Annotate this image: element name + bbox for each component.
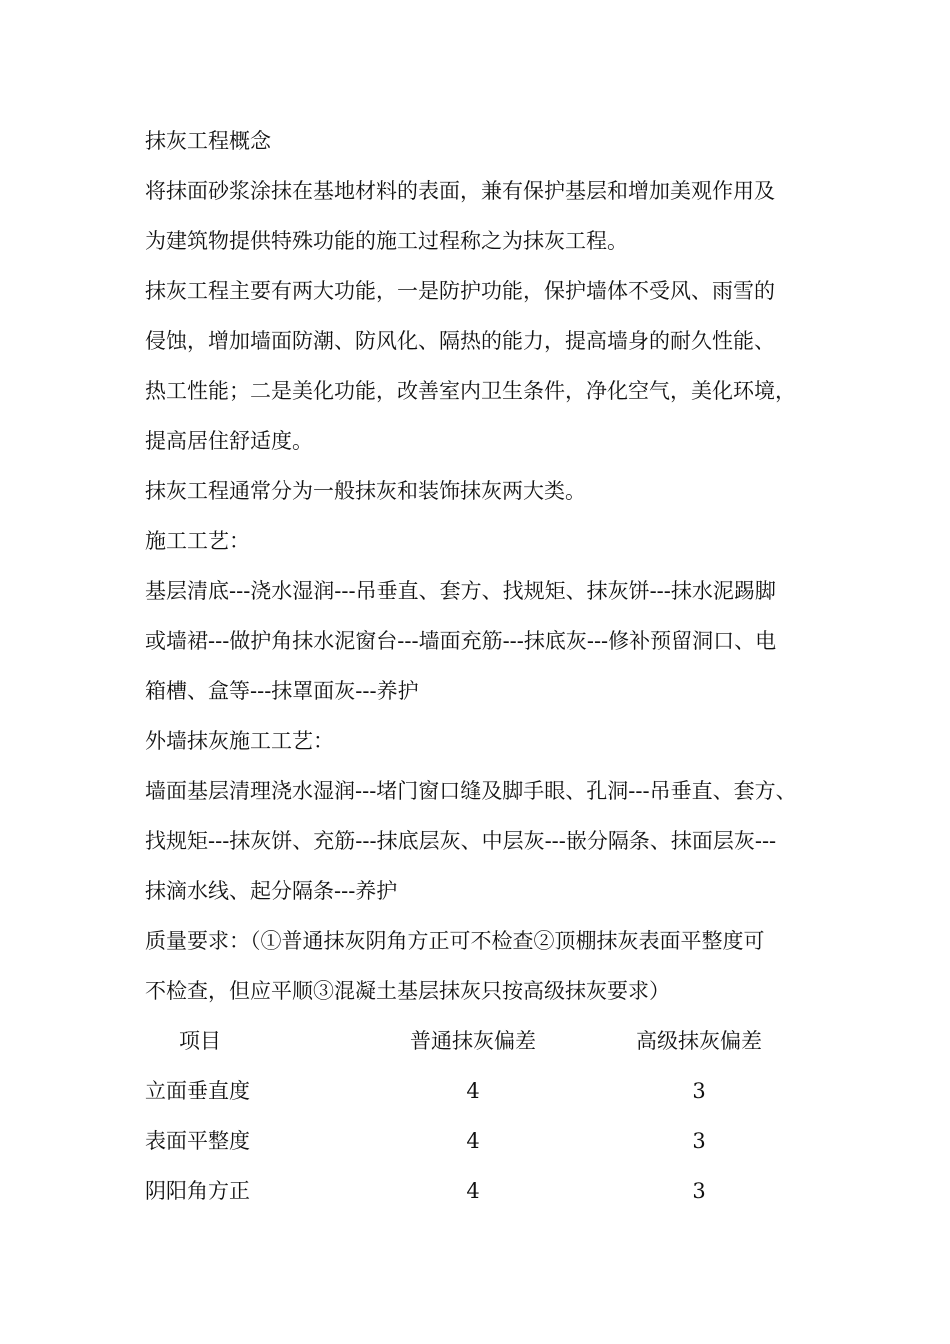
text-line: 基层清底---浇水湿润---吊垂直、套方、找规矩、抹灰饼---抹水泥踢脚 bbox=[145, 579, 776, 603]
table-header-cell: 普通抹灰偏差 bbox=[410, 1029, 536, 1053]
table-cell: 表面平整度 bbox=[145, 1129, 250, 1153]
text-line: 侵蚀，增加墙面防潮、防风化、隔热的能力，提高墙身的耐久性能、 bbox=[145, 329, 775, 353]
section-heading: 外墙抹灰施工工艺： bbox=[145, 729, 334, 753]
table-row bbox=[145, 1116, 825, 1166]
table-header-row bbox=[145, 1016, 825, 1066]
text-line: 不检查，但应平顺③混凝土基层抹灰只按高级抹灰要求） bbox=[145, 979, 670, 1003]
text-line: 抹灰工程通常分为一般抹灰和装饰抹灰两大类。 bbox=[145, 479, 586, 503]
text-line: 抹滴水线、起分隔条---养护 bbox=[145, 879, 398, 903]
table-row bbox=[145, 1166, 825, 1216]
section-heading: 施工工艺： bbox=[145, 529, 250, 553]
text-line: 为建筑物提供特殊功能的施工过程称之为抹灰工程。 bbox=[145, 229, 628, 253]
text-line: 将抹面砂浆涂抹在基地材料的表面，兼有保护基层和增加美观作用及 bbox=[145, 179, 775, 203]
table-cell: 3 bbox=[692, 1129, 706, 1153]
text-line: 墙面基层清理浇水湿润---堵门窗口缝及脚手眼、孔洞---吊垂直、套方、 bbox=[145, 779, 797, 803]
table-row bbox=[145, 1066, 825, 1116]
text-line: 箱槽、盒等---抹罩面灰---养护 bbox=[145, 679, 419, 703]
text-line: 提高居住舒适度。 bbox=[145, 429, 313, 453]
document-title: 抹灰工程概念 bbox=[145, 129, 271, 153]
text-line: 质量要求：（①普通抹灰阴角方正可不检查②顶棚抹灰表面平整度可 bbox=[145, 929, 765, 953]
table-cell: 3 bbox=[692, 1079, 706, 1103]
table-cell: 4 bbox=[466, 1129, 480, 1153]
document-page bbox=[145, 116, 825, 1216]
table-cell: 4 bbox=[466, 1079, 480, 1103]
table-cell: 立面垂直度 bbox=[145, 1079, 250, 1103]
text-line: 找规矩---抹灰饼、充筋---抹底层灰、中层灰---嵌分隔条、抹面层灰--- bbox=[145, 829, 777, 853]
body-text bbox=[145, 166, 825, 1016]
table-header-cell: 高级抹灰偏差 bbox=[636, 1029, 762, 1053]
table-cell: 3 bbox=[692, 1179, 706, 1203]
text-line: 热工性能；二是美化功能，改善室内卫生条件，净化空气，美化环境， bbox=[145, 379, 796, 403]
table-cell: 阴阳角方正 bbox=[145, 1179, 250, 1203]
table-header-cell: 项目 bbox=[179, 1029, 221, 1053]
table-cell: 4 bbox=[466, 1179, 480, 1203]
quality-table bbox=[145, 1016, 825, 1216]
text-line: 抹灰工程主要有两大功能，一是防护功能，保护墙体不受风、雨雪的 bbox=[145, 279, 775, 303]
text-line: 或墙裙---做护角抹水泥窗台---墙面充筋---抹底灰---修补预留洞口、电 bbox=[145, 629, 777, 653]
